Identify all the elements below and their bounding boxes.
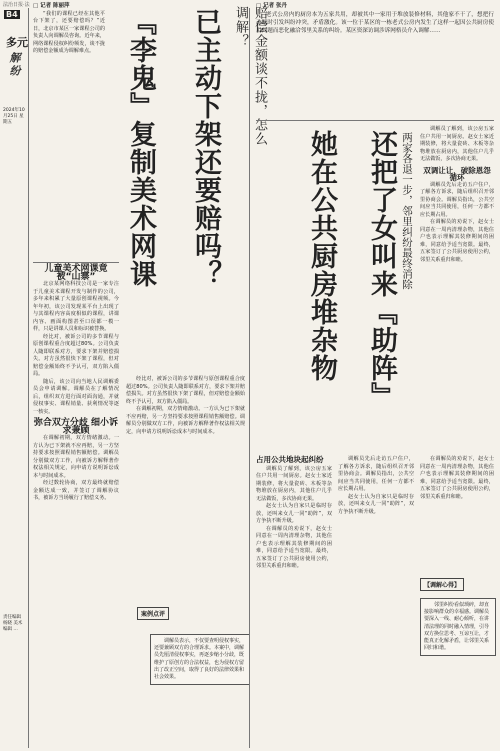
case-review-text: 调解员表示，不仅要查明侵权事实，还要兼顾双方的合理诉求。本案中，调解员先厘清侵权事实，再逐步缩小分歧，既维护了原创方的合法权益，也为侵权方留出了改正空间，取得了良好的法律效果和社会效果。 [154, 638, 245, 681]
article1-column-2 [33, 266, 119, 503]
mediation-notes-tag: 【调解心得】 [420, 578, 464, 591]
article1-intro: “我们的课程已经在其他平台下架了，还要赔偿吗？”近日，北京市某区一家课程公司的负责人向调解员咨询。近年来，网络课程侵权纠纷频发，谈不拢的赔偿金额成为调解难点。 [33, 10, 105, 54]
article2-section1-title: 占用公共地块起纠纷 [256, 455, 324, 464]
article2-para: 赵女士认为自家只是临时存放，还叫来女儿一同“助阵”，双方争执不断升级。 [256, 503, 332, 524]
article1-section1-title: 儿童美术网课竟被“山寨” [44, 264, 108, 282]
article1-headline-a: 已主动下架还要赔吗？ [190, 8, 221, 288]
article2-section2-title: 双调让让，破除恩怨循环 [423, 165, 491, 182]
article2-para: 在调解员的劝说下，赵女士同意在一周内清理杂物，其他住户也表示理解其装修期间的困难，同意给予适当宽限。最终，五家签订了公共厨房使用公约，邻里关系重归和睦。 [256, 525, 332, 569]
article2-para: 在调解员的劝说下，赵女士同意在一周内清理杂物，其他住户也表示理解其装修期间的困难，同意给予适当宽限。最终，五家签订了公共厨房使用公约，邻里关系重归和睦。 [420, 219, 494, 263]
rail-divider [28, 8, 29, 748]
mediation-notes-box [420, 598, 496, 656]
article2-para: 调解员了解到，该公房五家住户共用一间厨房。赵女士家近期装修，将大量瓷砖、木板等杂物堆放在厨房内，其他住户几乎无法做饭，多次协商无果。 [420, 126, 494, 162]
article2-rule [256, 120, 494, 121]
article1-rule [33, 262, 119, 263]
mediation-notes-text: 邻里纠纷看似琐碎，却直接影响群众的幸福感。调解员要深入一线、耐心倾听，在讲清法理的同时融入情理，引导双方换位思考、互谅互让，才能真正化解矛盾，让邻里关系回归和谐。 [424, 602, 490, 652]
article2-column-2 [256, 456, 332, 571]
article2-column-3 [338, 456, 414, 516]
article2-para: 调解员了解到，该公房五家住户共用一间厨房。赵女士家近期装修，将大量瓷砖、木板等杂物堆放在厨房内，其他住户几乎无法做饭，多次协商无果。 [256, 465, 332, 502]
section-title-2: 解纷 [8, 52, 21, 78]
article1-para: 在调解初期，双方情绪激动。一方认为已下架就不应再赔，另一方坚持要求按照课程销售额赔偿。调解员分别做双方工作，向被诉方解释著作权法相关规定，向申请方说明诉讼成本与时间成本。 [126, 406, 245, 435]
case-review-tag: 案例点评 [137, 607, 169, 620]
article1-headline-b: 『李鬼』复制美术网课 [125, 8, 156, 288]
article1-para: 北京某网络科技公司是一家专注于儿童美术课程开发与制作的公司，多年来积累了大量原创课程视频。今年年初，该公司发现某平台上出现了与其课程内容高度相似的课程，讲课内容、画面构图甚至口误都一模一样，只是讲课人员和标识被替换。 [33, 281, 119, 332]
article1-kicker: 赔偿金额谈不拢，怎么调解？ [233, 6, 267, 146]
article1-column-3 [126, 376, 245, 436]
article1-para: 在调解初期，双方情绪激动。一方认为已下架就不应再赔，另一方坚持要求按照课程销售额赔偿。调解员分别做双方工作，向被诉方解释著作权法相关规定，向申请方说明诉讼成本与时间成本。 [33, 435, 119, 479]
paper-name: 法治日报·法 [3, 2, 30, 8]
article2-para: 调解员先后走访五户住户，了解各方诉求，随后组织召开邻里协商会。调解员指出，公共空间应当共同使用，任何一方都不应长期占用。 [338, 456, 414, 492]
article1-byline: □ 记者 陈丽萍 [33, 3, 70, 9]
article2-para: 调解员先后走访五户住户，了解各方诉求，随后组织召开邻里协商会。调解员指出，公共空间应当共同使用，任何一方都不应长期占用。 [420, 181, 494, 218]
article1-section2-title: 弥合双方分歧 细小诉求兼顾 [33, 418, 119, 436]
article2-headline-b: 她在公共厨房堆杂物 [306, 130, 337, 382]
article1-para: 经比对，被诉公司的多节课程与原创课程重合度超过80%。公司负责人随即联系对方，要求下架并赔偿损失。对方虽然很快下架了课程，但对赔偿金额始终不予认可，双方陷入僵局。 [33, 333, 119, 377]
article1-para: 经比对，被诉公司的多节课程与原创课程重合度超过80%。公司负责人随即联系对方，要求下架并赔偿损失。对方虽然很快下架了课程，但对赔偿金额始终不予认可，双方陷入僵局。 [126, 376, 245, 405]
article2-byline: □ 记者 张丹 [256, 3, 288, 9]
section-title: 多元 [6, 36, 28, 49]
page-number: B4 [6, 10, 18, 19]
issue-date: 2024年10月25日 星期五 [3, 108, 25, 125]
article2-headline-a: 还把了女叫来『助阵』 [366, 130, 397, 410]
article1-column-1 [33, 3, 105, 56]
article2-lead-block [256, 3, 494, 35]
editor-credit: 责任编辑 杨晓 美术编辑 … [3, 615, 23, 632]
article2-lead: 老式公房内的厨房本为五家共用，却被其中一家用于堆放装修材料，其他家不干了，想把行动题时引发纠纷冲突，矛盾激化。该一位于某区的一栋老式公房内发生了这样一起因公共厨房使用问题而恶化融洽邻里关系的纠纷。某区资深访调涉诉网格员介入调解…… [256, 11, 494, 34]
article2-column-1 [420, 126, 494, 264]
article1-para: 经过数轮协商，双方最终就赔偿金额达成一致，并签订了调解协议书，被诉方当场履行了赔偿义务。 [33, 480, 119, 501]
article2-column-4 [420, 456, 494, 501]
article1-para: 随后，该公司向当地人民调解委员会申请调解。调解员在了解情况后，组织双方进行面对面沟通，并就侵权事实、课程销量、获利情况等逐一核实。 [33, 378, 119, 415]
article2-kicker: 两家各退一步，邻里纠纷最终消除 [401, 132, 413, 290]
page-divider [249, 8, 250, 748]
article2-para: 在调解员的劝说下，赵女士同意在一周内清理杂物，其他住户也表示理解其装修期间的困难，同意给予适当宽限。最终，五家签订了公共厨房使用公约，邻里关系重归和睦。 [420, 456, 494, 500]
case-review-box [150, 634, 250, 685]
article2-para: 赵女士认为自家只是临时存放，还叫来女儿一同“助阵”，双方争执不断升级。 [338, 493, 414, 515]
